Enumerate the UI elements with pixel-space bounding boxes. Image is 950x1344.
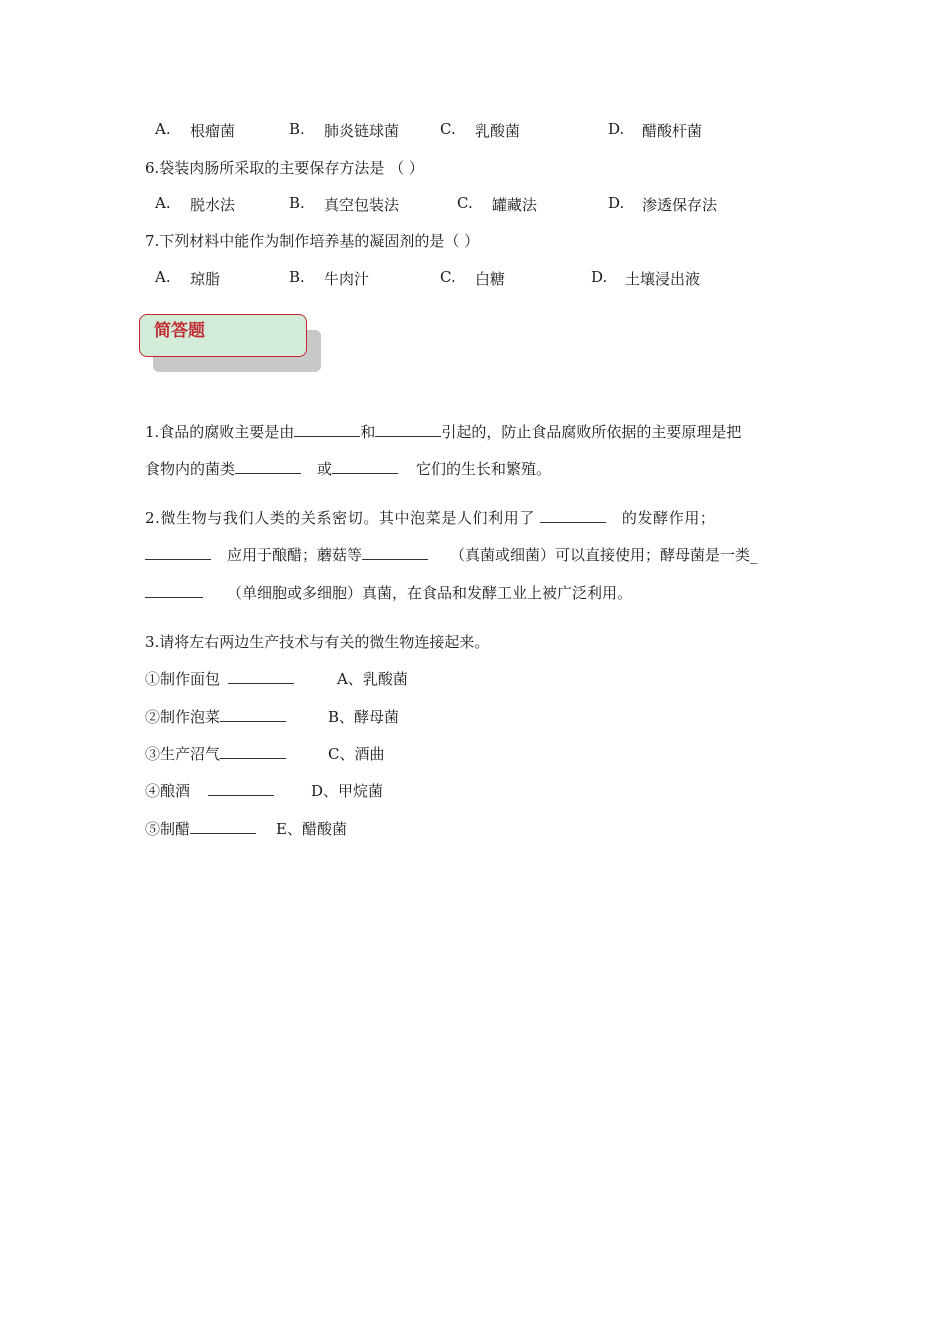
sa3-row-3-right: C、酒曲 xyxy=(328,745,385,763)
sa3-blank-2[interactable] xyxy=(220,707,286,722)
q5-option-c-text: 乳酸菌 xyxy=(475,122,521,140)
sa3-row-2-left: ②制作泡菜 xyxy=(145,708,221,726)
sa3-row-2-right: B、酵母菌 xyxy=(328,708,400,726)
sa2-line2-text-a: 应用于酿醋；蘑菇等 xyxy=(227,546,363,564)
sa3-row-4-left: ④酿酒 xyxy=(145,782,191,800)
sa1-line1-text-a: 1.食品的腐败主要是由 xyxy=(145,423,295,441)
sa2-line1-text-a: 2.微生物与我们人类的关系密切。其中泡菜是人们利用了 xyxy=(145,509,535,527)
sa2-line2 xyxy=(145,544,758,565)
q5-option-d-letter: D. xyxy=(608,120,625,138)
sa2-line3-text-a: （单细胞或多细胞）真菌，在食品和发酵工业上被广泛利用。 xyxy=(227,584,633,602)
sa2-line1-text-b: 的发酵作用； xyxy=(621,509,716,527)
q7-option-c-text: 白糖 xyxy=(475,270,506,288)
q6-option-c-letter: C. xyxy=(457,194,473,212)
sa3-blank-3[interactable] xyxy=(220,744,286,759)
sa3-row-3-left: ③生产沼气 xyxy=(145,745,221,763)
sa2-line1 xyxy=(145,507,716,528)
q5-option-b-text: 肺炎链球菌 xyxy=(324,122,400,140)
sa2-blank-3[interactable] xyxy=(362,545,428,560)
q7-option-a-letter: A. xyxy=(155,268,171,286)
sa3-blank-1[interactable] xyxy=(228,669,294,684)
q5-option-a-text: 根瘤菌 xyxy=(190,122,236,140)
sa3-stem: 3.请将左右两边生产技术与有关的微生物连接起来。 xyxy=(145,633,490,651)
q6-option-d-text: 渗透保存法 xyxy=(642,196,718,214)
q5-option-a-letter: A. xyxy=(155,120,171,138)
q6-stem: 6.袋装肉肠所采取的主要保存方法是 （ ） xyxy=(145,159,424,177)
sa1-line1-text-c: 引起的，防止食品腐败所依据的主要原理是把 xyxy=(441,423,742,441)
section-title: 简答题 xyxy=(154,321,205,341)
q6-option-a-letter: A. xyxy=(155,194,171,212)
q7-stem: 7.下列材料中能作为制作培养基的凝固剂的是（ ） xyxy=(145,232,480,250)
q7-option-c-letter: C. xyxy=(440,268,456,286)
sa3-row-5-right: E、醋酸菌 xyxy=(276,820,347,838)
sa1-blank-4[interactable] xyxy=(332,459,398,474)
q7-option-b-letter: B. xyxy=(289,268,305,286)
q6-option-d-letter: D. xyxy=(608,194,625,212)
sa3-row-3 xyxy=(145,743,286,764)
q7-option-b-text: 牛肉汁 xyxy=(324,270,370,288)
q5-option-c-letter: C. xyxy=(440,120,456,138)
sa1-line2 xyxy=(145,458,551,479)
sa1-blank-2[interactable] xyxy=(375,422,441,437)
q7-option-d-text: 土壤浸出液 xyxy=(625,270,701,288)
sa1-blank-3[interactable] xyxy=(235,459,301,474)
sa3-row-1-right: A、乳酸菌 xyxy=(337,670,408,688)
sa2-line3 xyxy=(145,582,632,603)
sa3-blank-4[interactable] xyxy=(208,781,274,796)
sa3-row-1 xyxy=(145,668,294,689)
sa3-row-4 xyxy=(145,780,274,801)
q5-option-d-text: 醋酸杆菌 xyxy=(642,122,703,140)
sa1-line1-text-b: 和 xyxy=(360,423,376,441)
sa3-blank-5[interactable] xyxy=(190,819,256,834)
sa1-line2-text-c: 它们的生长和繁殖。 xyxy=(416,460,552,478)
sa2-blank-1[interactable] xyxy=(540,508,606,523)
sa3-row-4-right: D、甲烷菌 xyxy=(311,782,384,800)
sa2-line2-text-b: （真菌或细菌）可以直接使用；酵母菌是一类_ xyxy=(450,546,758,564)
q6-option-a-text: 脱水法 xyxy=(190,196,236,214)
sa3-row-5-left: ⑤制醋 xyxy=(145,820,191,838)
sa1-blank-1[interactable] xyxy=(294,422,360,437)
q6-option-c-text: 罐藏法 xyxy=(492,196,538,214)
sa1-line2-text-a: 食物内的菌类 xyxy=(145,460,236,478)
q7-option-a-text: 琼脂 xyxy=(190,270,221,288)
sa3-row-1-left: ①制作面包 xyxy=(145,670,221,688)
sa2-blank-2[interactable] xyxy=(145,545,211,560)
q6-option-b-letter: B. xyxy=(289,194,305,212)
q6-option-b-text: 真空包装法 xyxy=(324,196,400,214)
sa1-line1 xyxy=(145,421,741,442)
sa2-blank-4[interactable] xyxy=(145,583,203,598)
sa1-line2-text-b: 或 xyxy=(317,460,333,478)
sa3-row-5 xyxy=(145,818,256,839)
q5-option-b-letter: B. xyxy=(289,120,305,138)
q7-option-d-letter: D. xyxy=(591,268,608,286)
sa3-row-2 xyxy=(145,706,286,727)
